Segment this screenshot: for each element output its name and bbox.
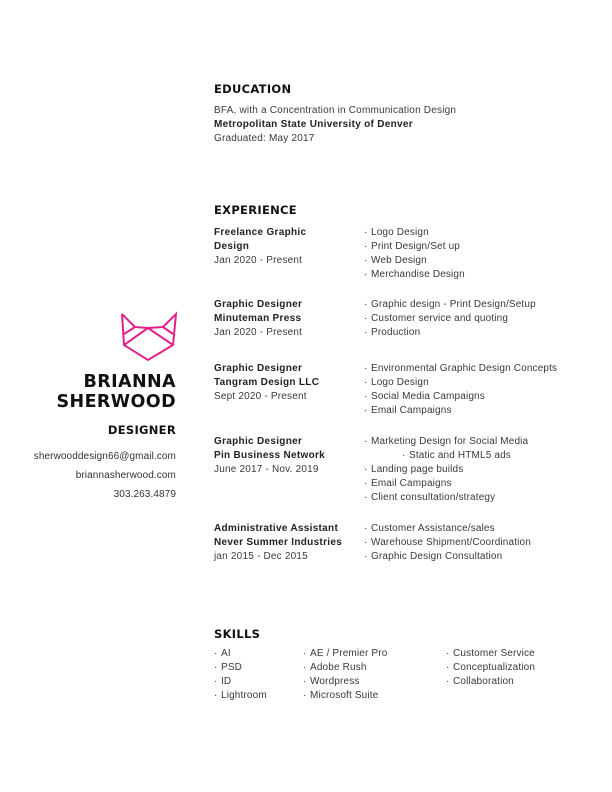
bullet-item [364,254,465,268]
bullet-item [364,491,528,505]
job-title-line1: Graphic Designer [214,299,303,310]
skills-column [446,647,535,689]
bullet-item [364,326,536,340]
bullet-item [364,298,536,312]
bullet-icon: · [364,464,368,475]
bullet-item [364,226,465,240]
job-dates: jan 2015 - Dec 2015 [214,551,308,562]
bullet-item [364,268,465,282]
bullet-icon: · [364,391,368,402]
phone-number: 303.263.4879 [113,489,176,500]
skills-heading: SKILLS [214,627,261,641]
skill-text: Adobe Rush [310,662,367,673]
bullet-icon: · [364,227,368,238]
bullet-item [364,536,531,550]
bullet-item [364,522,531,536]
bullet-text: Landing page builds [371,464,464,475]
skill-item [446,675,535,689]
job-dates: June 2017 - Nov. 2019 [214,464,319,475]
skill-text: AE / Premier Pro [310,648,388,659]
bullet-item [364,550,531,564]
job-title-line1: Graphic Designer [214,436,303,447]
skills-column [214,647,267,703]
job-entry [214,226,306,268]
bullet-item [364,390,557,404]
bullet-icon: · [214,690,218,701]
education-section [214,104,456,146]
bullet-icon: · [303,676,307,687]
skill-item [446,661,535,675]
school: Metropolitan State University of Denver [214,119,413,130]
profile-block [34,372,176,504]
bullet-text: Warehouse Shipment/Coordination [371,537,531,548]
skill-item [303,647,387,661]
skill-text: Collaboration [453,676,514,687]
bullet-text: Email Campaigns [371,478,452,489]
bullet-text: Customer Assistance/sales [371,523,495,534]
skill-item [214,647,267,661]
bullet-icon: · [446,648,450,659]
bullet-text: Print Design/Set up [371,241,461,252]
job-bullets [364,435,528,505]
bullet-icon: · [364,313,368,324]
job-entry [214,298,302,340]
bullet-icon: · [446,676,450,687]
bullet-icon: · [214,662,218,673]
bullet-icon: · [364,436,368,447]
bullet-item [364,312,536,326]
bullet-icon: · [364,523,368,534]
bullet-text: Marketing Design for Social Media [371,436,529,447]
job-entry [214,362,319,404]
job-title-line1: Freelance Graphic [214,227,307,238]
skill-text: AI [221,648,231,659]
bullet-icon: · [364,327,368,338]
bullet-icon: · [303,690,307,701]
bullet-item [364,362,557,376]
bullet-icon: · [364,478,368,489]
bullet-icon: · [364,492,368,503]
skill-item [303,675,387,689]
job-bullets [364,522,531,564]
bullet-text: Social Media Campaigns [371,391,485,402]
skill-item [214,675,267,689]
bullet-icon: · [364,241,368,252]
bullet-icon: · [364,537,368,548]
bullet-text: Graphic Design Consultation [371,551,503,562]
website-link[interactable]: briannasherwood.com [75,470,176,481]
email-link[interactable]: sherwooddesign66@gmail.com [33,451,176,462]
job-title: DESIGNER [107,423,176,437]
bullet-icon: · [446,662,450,673]
job-bullets [364,226,465,282]
bullet-text: Environmental Graphic Design Concepts [371,363,558,374]
bullet-item [364,435,528,449]
bullet-item [364,449,528,463]
bullet-item [364,240,465,254]
skill-text: Conceptualization [453,662,536,673]
skill-item [214,689,267,703]
geometric-fox-head-icon [119,311,179,363]
job-title-line2: Minuteman Press [214,313,302,324]
first-name: BRIANNA [83,372,176,392]
bullet-text: Merchandise Design [371,269,465,280]
bullet-item [364,477,528,491]
degree: BFA, with a Concentration in Communication Design [214,105,457,116]
bullet-icon: · [214,648,218,659]
job-dates: Sept 2020 - Present [214,391,307,402]
bullet-text: Logo Design [371,377,429,388]
bullet-text: Logo Design [371,227,429,238]
job-title-line2: Design [214,241,250,252]
skill-item [446,647,535,661]
bullet-text: Web Design [371,255,427,266]
job-bullets [364,362,557,418]
last-name: SHERWOOD [56,392,176,412]
graduation-date: Graduated: May 2017 [214,133,315,144]
bullet-icon: · [364,405,368,416]
job-entry [214,435,325,477]
skills-column [303,647,387,703]
education-heading: EDUCATION [214,82,292,96]
skill-text: Wordpress [310,676,360,687]
job-title-line1: Graphic Designer [214,363,303,374]
bullet-icon: · [364,255,368,266]
job-title-line2: Never Summer Industries [214,537,343,548]
skill-text: PSD [221,662,243,673]
job-title-line2: Pin Business Network [214,450,326,461]
skill-text: Customer Service [453,648,535,659]
skill-text: ID [221,676,232,687]
bullet-item [364,404,557,418]
bullet-icon: · [364,299,368,310]
bullet-icon: · [364,377,368,388]
bullet-icon: · [303,662,307,673]
bullet-text: Static and HTML5 ads [409,450,511,461]
bullet-icon: · [364,551,368,562]
bullet-text: Production [371,327,421,338]
bullet-text: Email Campaigns [371,405,452,416]
job-title-line2: Tangram Design LLC [214,377,320,388]
bullet-item [364,376,557,390]
job-dates: Jan 2020 - Present [214,255,303,266]
bullet-text: Graphic design - Print Design/Setup [371,299,536,310]
bullet-icon: · [364,269,368,280]
skill-text: Lightroom [221,690,267,701]
bullet-icon: · [364,363,368,374]
skill-item [303,661,387,675]
bullet-icon: · [303,648,307,659]
job-entry [214,522,342,564]
skill-item [214,661,267,675]
bullet-item [364,463,528,477]
experience-heading: EXPERIENCE [214,203,297,217]
bullet-icon: · [402,450,406,461]
job-dates: Jan 2020 - Present [214,327,303,338]
bullet-text: Client consultation/strategy [371,492,496,503]
bullet-text: Customer service and quoting [371,313,509,324]
job-title-line1: Administrative Assistant [214,523,339,534]
bullet-icon: · [214,676,218,687]
job-bullets [364,298,536,340]
skill-text: Microsoft Suite [310,690,379,701]
skill-item [303,689,387,703]
